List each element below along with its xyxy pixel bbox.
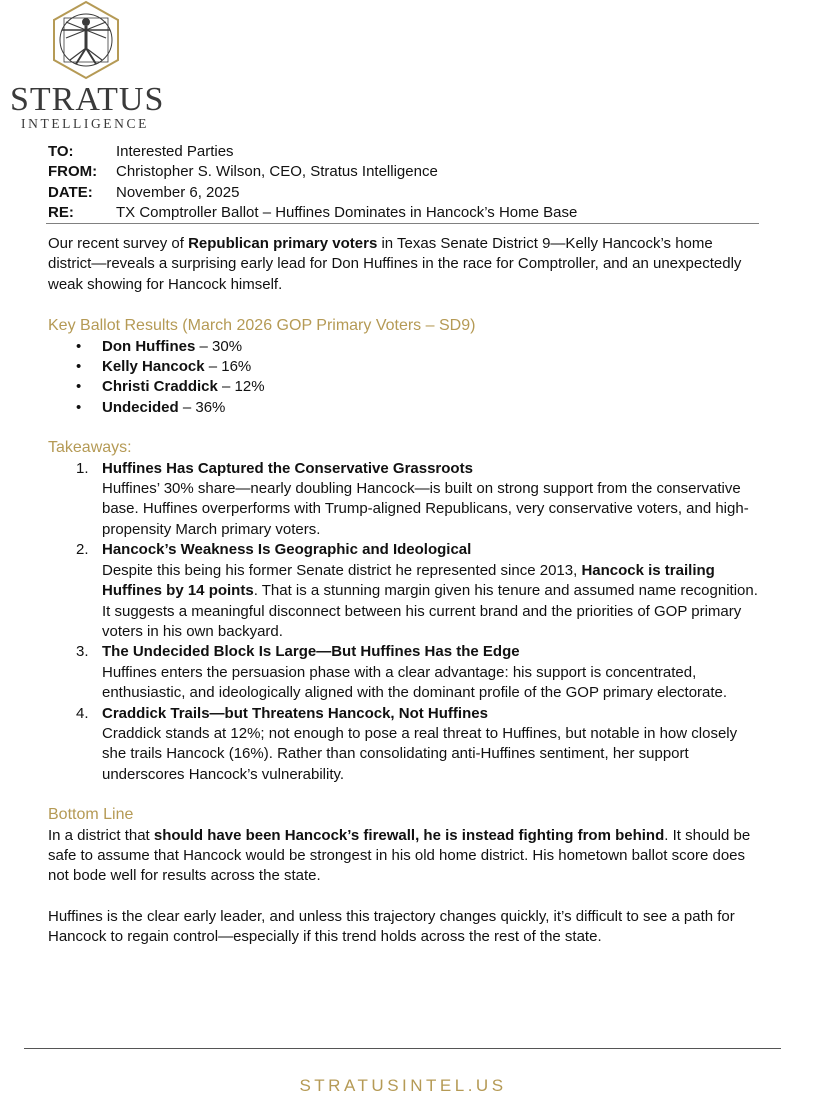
intro-text-c: in Texas Senate District 9—Kelly Hancock’s home district—reveals a surprising early lead for Don Huffines in the race for Comptroller, and an unexpectedly weak showing for Hancock himself. bbox=[48, 235, 742, 293]
memo-from-value: Christopher S. Wilson, CEO, Stratus Intelligence bbox=[116, 163, 438, 181]
candidate-name: Kelly Hancock bbox=[102, 358, 205, 376]
candidate-name: Christi Craddick bbox=[102, 378, 218, 396]
intro-text-a: Our recent survey of bbox=[48, 235, 189, 252]
ballot-list bbox=[48, 337, 760, 419]
ballot-item bbox=[48, 398, 760, 418]
bottom-line-emphasis: should have been Hancock’s firewall, he is instead fighting from behind bbox=[153, 826, 665, 844]
candidate-share: – 16% bbox=[204, 358, 252, 376]
takeaway-item bbox=[48, 642, 760, 703]
intro-emphasis: Republican primary voters bbox=[188, 235, 378, 252]
takeaway-item bbox=[48, 704, 760, 786]
ballot-item bbox=[48, 357, 760, 377]
takeaway-number: 3. bbox=[76, 643, 89, 661]
bullet-icon: • bbox=[76, 378, 82, 396]
memo-body bbox=[48, 234, 760, 948]
logo-wordmark: STRATUS bbox=[10, 81, 165, 118]
takeaway-item bbox=[48, 540, 760, 642]
takeaway-item bbox=[48, 459, 760, 541]
ballot-item bbox=[48, 337, 760, 357]
takeaway-number: 1. bbox=[76, 459, 89, 477]
logo-subtitle: INTELLIGENCE bbox=[21, 116, 149, 131]
memo-re-row bbox=[48, 203, 577, 223]
memo-re-value: TX Comptroller Ballot – Huffines Dominates in Hancock’s Home Base bbox=[116, 204, 578, 222]
bottom-line-heading: Bottom Line bbox=[48, 806, 134, 824]
bottom-line-text-c: . It should be safe to assume that Hancock would be strongest in his old home district. His hometown ballot score does not bode well for results across the state. bbox=[48, 826, 751, 885]
memo-date-value: November 6, 2025 bbox=[116, 183, 240, 201]
stratus-logo bbox=[10, 0, 165, 135]
candidate-name: Undecided bbox=[102, 398, 179, 416]
takeaways-list bbox=[48, 459, 760, 786]
takeaway-number: 2. bbox=[76, 541, 89, 559]
memo-date-label: DATE: bbox=[48, 183, 93, 201]
memo-from-label: FROM: bbox=[48, 163, 98, 181]
closing-paragraph: Huffines is the clear early leader, and unless this trajectory changes quickly, it’s difficult to see a path for Hancock to regain control—especially if this trend holds across the rest of the state. bbox=[48, 907, 735, 946]
takeaway-title: Hancock’s Weakness Is Geographic and Ideological bbox=[102, 541, 472, 559]
bullet-icon: • bbox=[76, 337, 82, 355]
candidate-share: – 30% bbox=[195, 337, 243, 355]
takeaway-body-end: . That is a stunning margin given his tenure and assumed name recognition. It suggests a meaningful disconnect between his current brand and the priorities of GOP primary voters in his own backyard. bbox=[102, 582, 758, 640]
candidate-share: – 12% bbox=[217, 378, 265, 396]
intro-paragraph bbox=[48, 234, 760, 295]
header-divider bbox=[46, 223, 759, 224]
takeaway-number: 4. bbox=[76, 704, 89, 722]
memo-to-row bbox=[48, 142, 577, 162]
candidate-share: – 36% bbox=[178, 398, 226, 416]
takeaway-emphasis: Hancock is trailing Huffines by 14 points bbox=[102, 561, 715, 600]
vitruvian-man-icon bbox=[50, 0, 122, 80]
bottom-line-paragraph bbox=[48, 826, 760, 887]
memo-date-row bbox=[48, 183, 577, 203]
takeaway-body: Huffines enters the persuasion phase with a clear advantage: his support is concentrated, enthusiastic, and ideologically aligned with the dominant profile of the GOP primary electorate. bbox=[102, 663, 728, 702]
memo-from-row bbox=[48, 162, 577, 182]
memo-re-label: RE: bbox=[48, 204, 74, 222]
takeaway-body: Huffines’ 30% share—nearly doubling Hancock—is built on strong support from the conservative base. Huffines overperforms with Trump-aligned Republicans, very conservative voters, and high-propensity March primary voters. bbox=[102, 480, 749, 538]
takeaway-body: Despite this being his former Senate district he represented since 2013, bbox=[102, 561, 582, 579]
footer-divider bbox=[24, 1048, 781, 1049]
ballot-heading: Key Ballot Results (March 2026 GOP Primary Voters – SD9) bbox=[48, 317, 476, 335]
candidate-name: Don Huffines bbox=[102, 337, 196, 355]
memo-to-value: Interested Parties bbox=[116, 143, 234, 160]
memo-to-label: TO: bbox=[48, 143, 74, 160]
bottom-line-text-a: In a district that bbox=[48, 826, 154, 844]
takeaways-heading: Takeaways: bbox=[48, 439, 132, 457]
takeaway-title: Huffines Has Captured the Conservative Grassroots bbox=[102, 459, 473, 477]
footer-url: STRATUSINTEL.US bbox=[299, 1076, 507, 1095]
memo-header bbox=[48, 142, 577, 224]
bullet-icon: • bbox=[76, 358, 82, 376]
takeaway-title: The Undecided Block Is Large—But Huffines Has the Edge bbox=[102, 643, 520, 661]
ballot-item bbox=[48, 377, 760, 397]
takeaway-body: Craddick stands at 12%; not enough to pose a real threat to Huffines, but notable in how closely she trails Hancock (16%). Rather than consolidating anti-Huffines sentiment, her support underscores Hancock’s vulnerability. bbox=[102, 724, 738, 783]
bullet-icon: • bbox=[76, 398, 82, 416]
takeaway-title: Craddick Trails—but Threatens Hancock, Not Huffines bbox=[102, 704, 488, 722]
